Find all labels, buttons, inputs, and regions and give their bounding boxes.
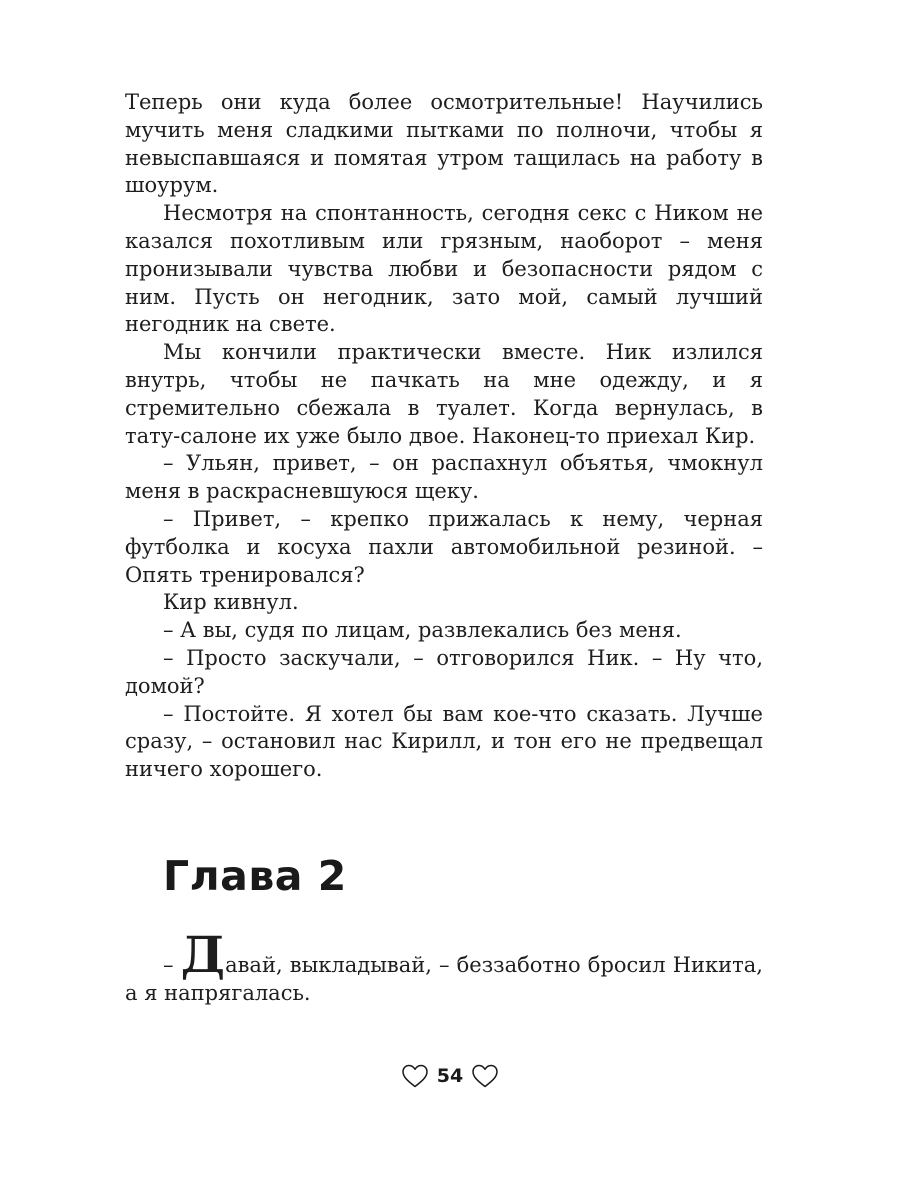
page-footer [0, 1063, 900, 1089]
paragraph: – Постойте. Я хотел бы вам кое-что сказать. Лучше сразу, – остановил нас Кирилл, и тон его не предвещал ничего хорошего. [125, 701, 763, 782]
paragraph: – Просто заскучали, – отговорился Ник. – Ну что, домой? [125, 645, 763, 698]
heart-outline-icon [471, 1063, 499, 1089]
drop-cap: Д [180, 925, 226, 984]
page-number: 54 [436, 1065, 464, 1087]
paragraph: – Привет, – крепко прижалась к нему, черная футболка и косуха пахли автомобильной резиной. – Опять тренировался? [125, 506, 763, 587]
paragraph: Мы кончили практически вместе. Ник излился внутрь, чтобы не пачкать на мне одежду, и я стремительно сбежала в туалет. Когда вернулась, в тату-салоне их уже было двое. Наконец-то приехал Кир. [125, 340, 763, 448]
chapter-opening [125, 925, 763, 1008]
opening-dash: – [163, 953, 181, 977]
paragraph: Несмотря на спонтанность, сегодня секс с Ником не казался похотливым или грязным, наоборот – меня пронизывали чувства любви и безопасности рядом с ним. Пусть он негодник, зато мой, самый лучший негодник на свете. [125, 201, 763, 337]
heart-outline-icon [401, 1063, 429, 1089]
chapter-title: Глава 2 [163, 852, 347, 900]
paragraph: – А вы, судя по лицам, развлекались без меня. [163, 618, 682, 643]
paragraph: Кир кивнул. [163, 590, 299, 615]
opening-text: авай, выкладывай, – беззаботно бросил Никита, а я напрягалась. [125, 953, 763, 1005]
paragraph: Теперь они куда более осмотрительные! Научились мучить меня сладкими пытками по полночи, чтобы я невыспавшаяся и помятая утром тащилась на работу в шоурум. [125, 90, 763, 198]
paragraph: – Ульян, привет, – он распахнул объятья, чмокнул меня в раскрасневшуюся щеку. [125, 451, 763, 504]
body-text [125, 89, 763, 784]
chapter-opening-paragraph [125, 925, 763, 1008]
